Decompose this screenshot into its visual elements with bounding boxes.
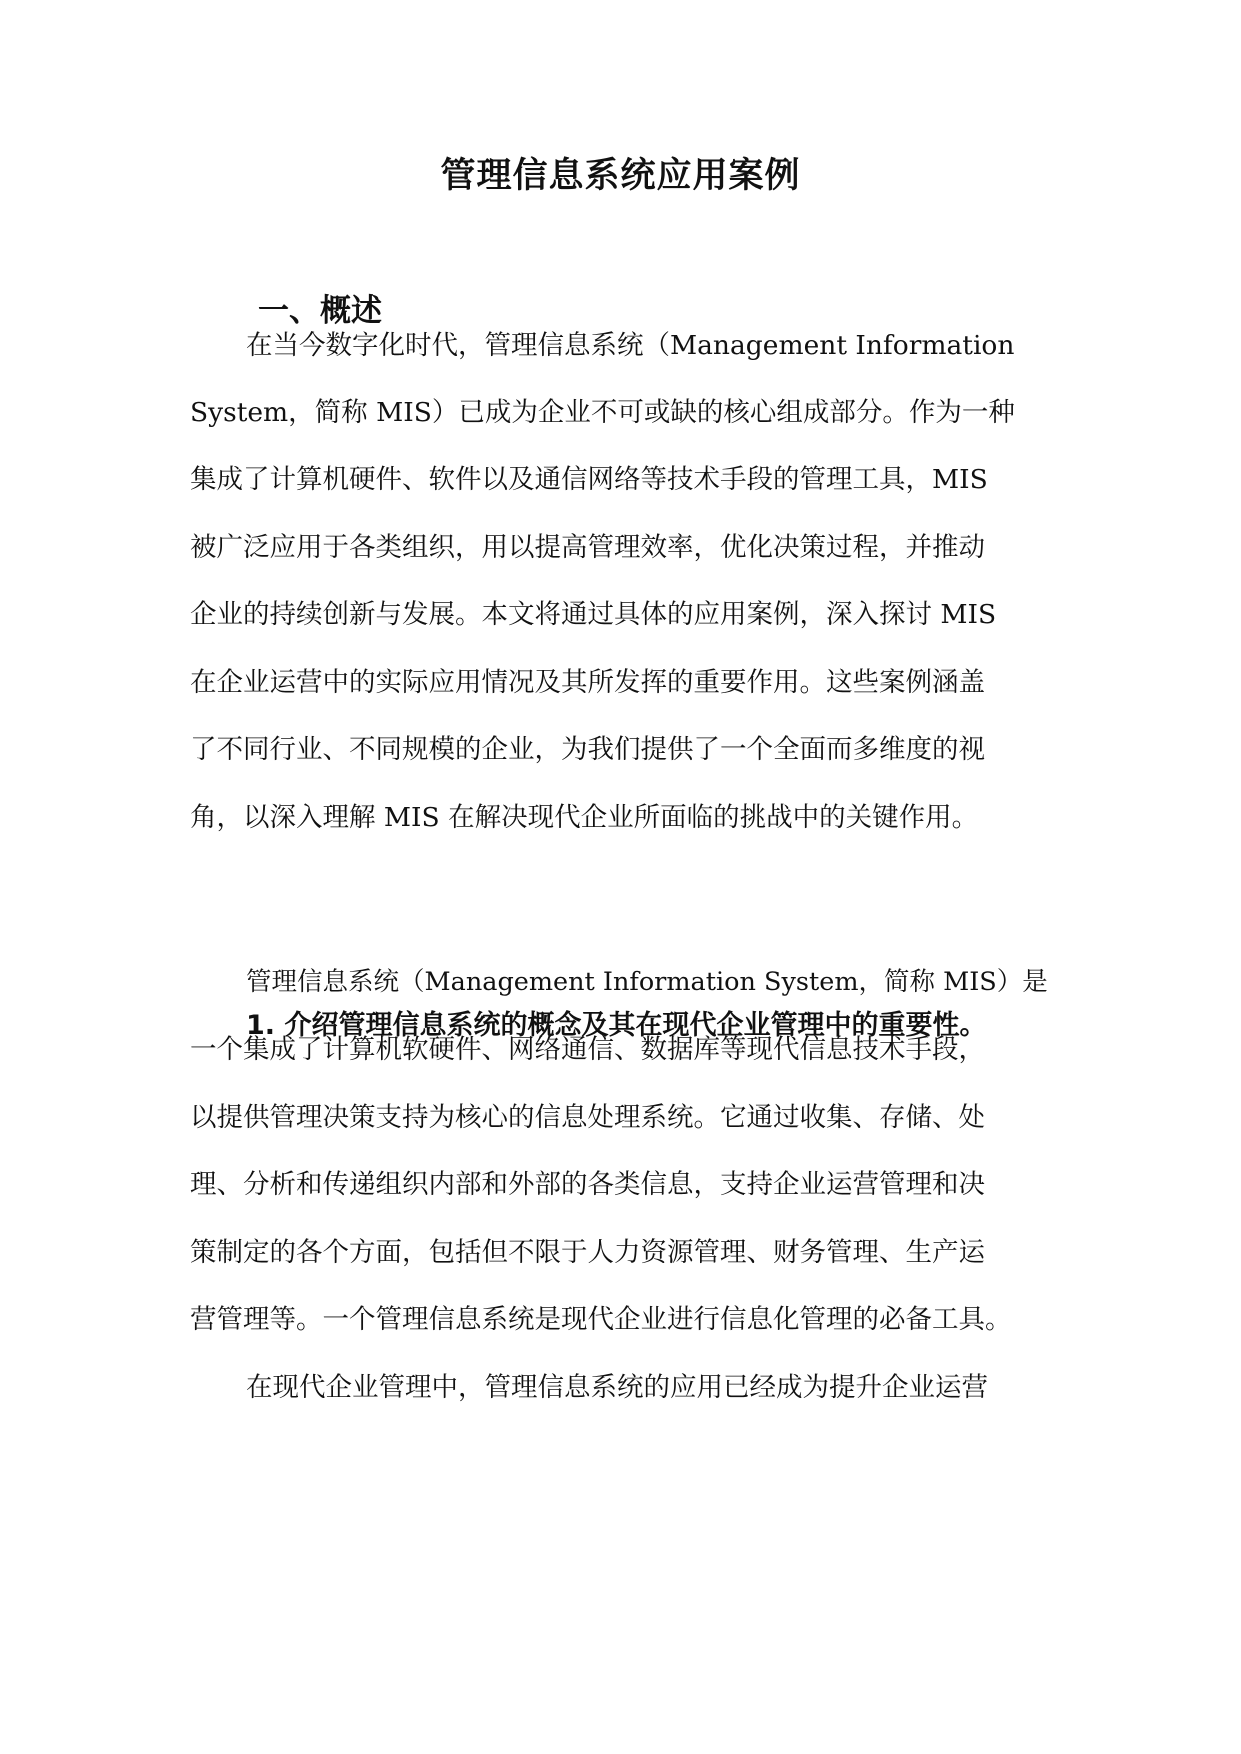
overview-line: 了不同行业、不同规模的企业，为我们提供了一个全面而多维度的视	[190, 734, 985, 765]
overview-line: 在企业运营中的实际应用情况及其所发挥的重要作用。这些案例涵盖	[190, 667, 985, 698]
closing-line: 在现代企业管理中，管理信息系统的应用已经成为提升企业运营	[246, 1372, 988, 1403]
overview-line: 在当今数字化时代，管理信息系统（Management Information	[246, 330, 1015, 361]
overview-line: 被广泛应用于各类组织，用以提高管理效率，优化决策过程，并推动	[190, 532, 985, 563]
definition-line: 管理信息系统（Management Information System，简称 MIS）是	[246, 967, 1048, 997]
definition-line: 一个集成了计算机软硬件、网络通信、数据库等现代信息技术手段，	[190, 1034, 985, 1065]
overview-line: 角，以深入理解 MIS 在解决现代企业所面临的挑战中的关键作用。	[190, 802, 979, 833]
overview-line: 集成了计算机硬件、软件以及通信网络等技术手段的管理工具，MIS	[190, 464, 988, 495]
definition-line: 理、分析和传递组织内部和外部的各类信息，支持企业运营管理和决	[190, 1169, 985, 1200]
overview-line: System，简称 MIS）已成为企业不可或缺的核心组成部分。作为一种	[190, 397, 1015, 428]
section-heading-overview: 一、概述	[258, 293, 382, 329]
subsection-heading-concept: 1. 介绍管理信息系统的概念及其在现代企业管理中的重要性。	[246, 1010, 987, 1041]
definition-line: 营管理等。一个管理信息系统是现代企业进行信息化管理的必备工具。	[190, 1304, 1012, 1335]
definition-line: 策制定的各个方面，包括但不限于人力资源管理、财务管理、生产运	[190, 1237, 985, 1268]
definition-line: 以提供管理决策支持为核心的信息处理系统。它通过收集、存储、处	[190, 1102, 985, 1133]
overview-line: 企业的持续创新与发展。本文将通过具体的应用案例，深入探讨 MIS	[190, 599, 997, 630]
document-title: 管理信息系统应用案例	[440, 156, 801, 196]
